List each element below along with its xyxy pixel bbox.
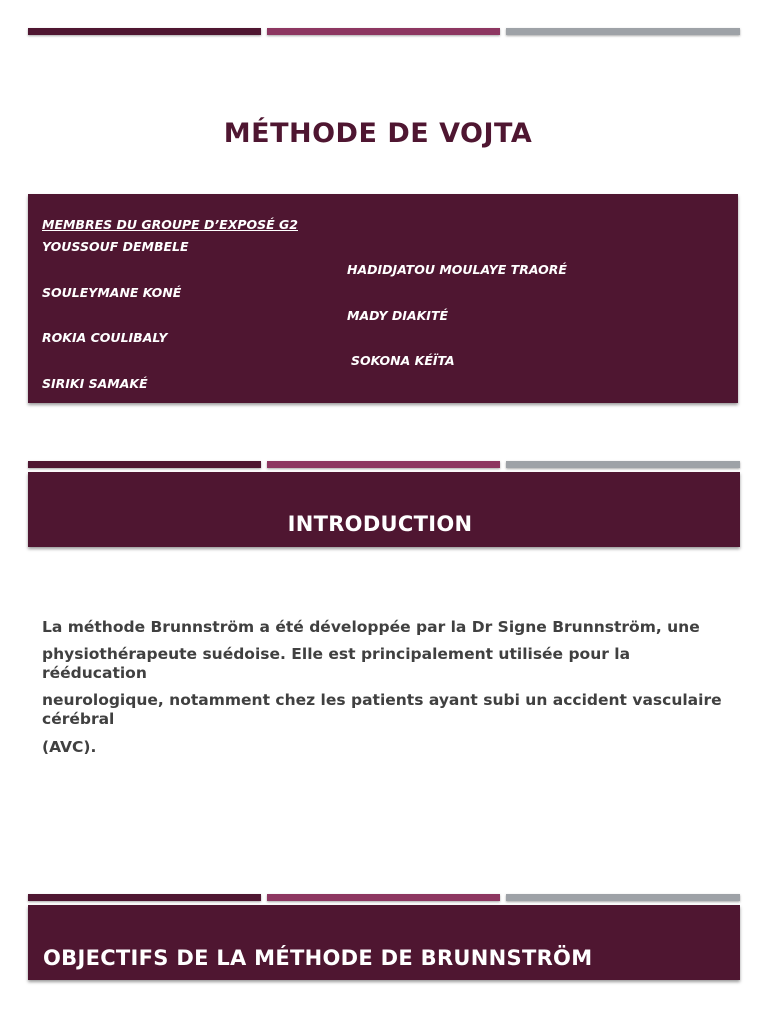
bar-magenta (267, 461, 500, 468)
bar-dark (28, 894, 261, 901)
members-box (28, 194, 738, 403)
member-name: SOULEYMANE KONÉ (42, 285, 182, 300)
member-name: SOKONA KÉÏTA (351, 353, 455, 368)
section-banner (28, 905, 740, 980)
member-name: SIRIKI SAMAKÉ (42, 376, 148, 391)
section-banner (28, 472, 740, 547)
paragraph-line: physiothérapeute suédoise. Elle est principalement utilisée pour la rééducation (42, 645, 631, 682)
bar-dark (28, 28, 261, 35)
section-title: OBJECTIFS DE LA MÉTHODE DE BRUNNSTRÖM (43, 946, 593, 970)
bar-dark (28, 461, 261, 468)
decorative-bars (28, 28, 740, 36)
paragraph-line: La méthode Brunnström a été développée par la Dr Signe Brunnström, une (42, 618, 700, 636)
bar-gray (506, 461, 740, 468)
bar-magenta (267, 28, 500, 35)
bar-magenta (267, 894, 500, 901)
slide-title: MÉTHODE DE VOJTA (223, 118, 533, 149)
bar-gray (506, 894, 740, 901)
decorative-bars (28, 461, 740, 469)
member-name: YOUSSOUF DEMBELE (42, 239, 189, 254)
member-name: HADIDJATOU MOULAYE TRAORÉ (347, 262, 567, 277)
members-heading: MEMBRES DU GROUPE D’EXPOSÉ G2 (42, 217, 298, 232)
decorative-bars (28, 894, 740, 902)
member-name: MADY DIAKITÉ (347, 308, 449, 323)
paragraph-line: (AVC). (42, 738, 97, 756)
bar-gray (506, 28, 740, 35)
member-name: ROKIA COULIBALY (42, 330, 168, 345)
section-title: INTRODUCTION (287, 512, 473, 536)
paragraph-line: neurologique, notamment chez les patients ayant subi un accident vasculaire cérébral (42, 691, 722, 728)
